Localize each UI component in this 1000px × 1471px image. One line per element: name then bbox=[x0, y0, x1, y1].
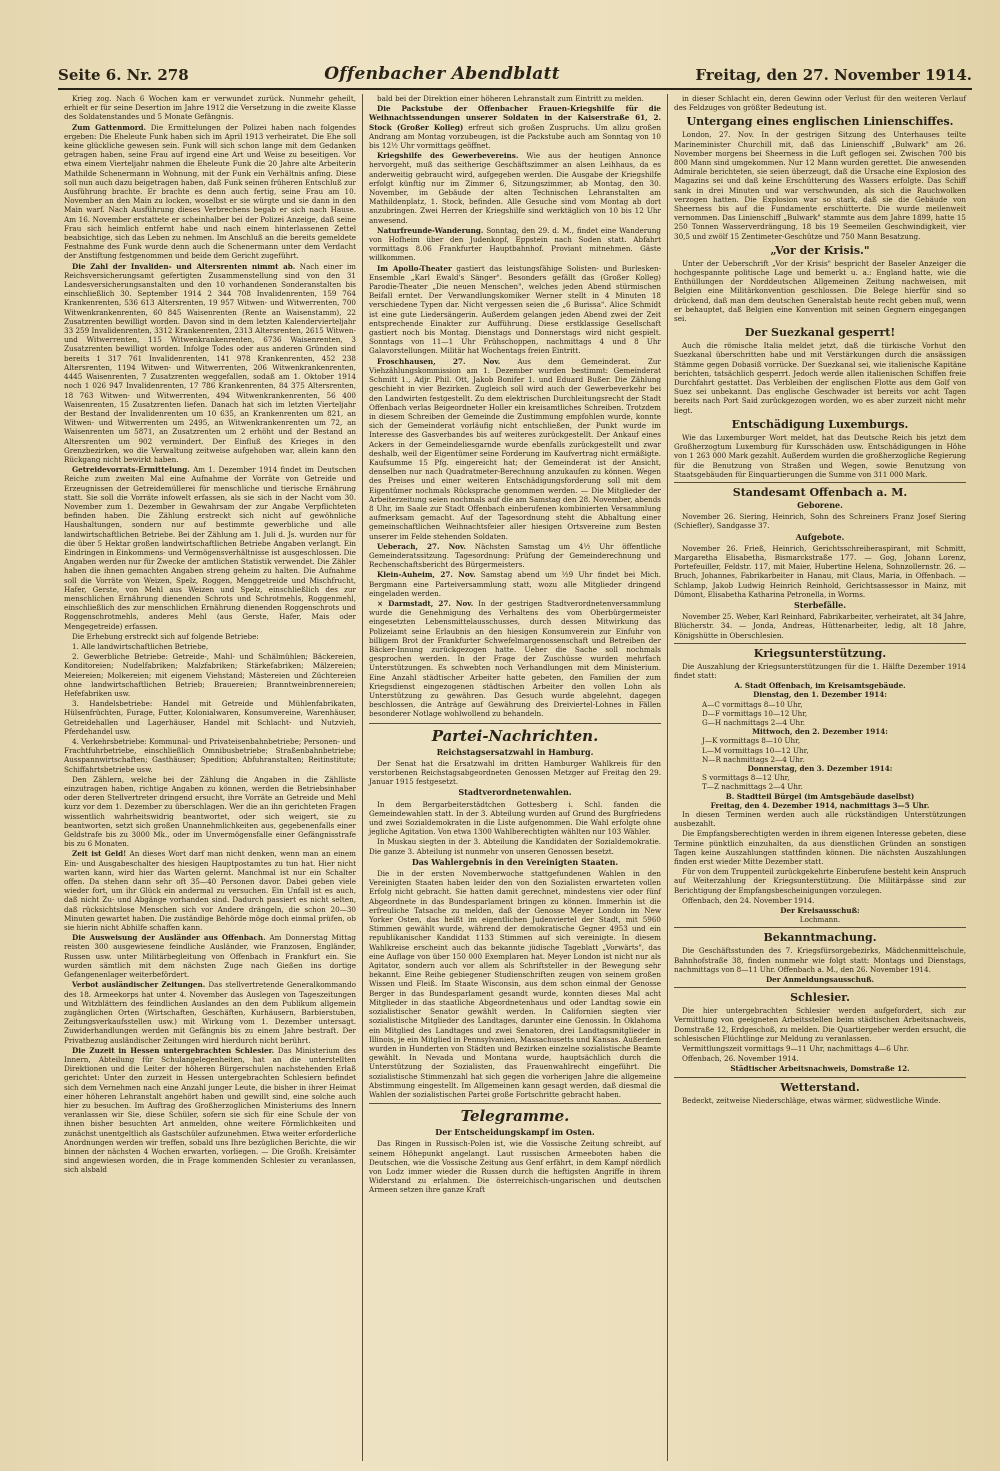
article-heading: Ueberach, 27. Nov. bbox=[377, 541, 466, 551]
section-heading-party-news: Partei-Nachrichten. bbox=[369, 723, 661, 745]
column-2 bbox=[362, 94, 667, 1461]
article-text: Aus dem Gemeinderat. Zur Viehzählungskommission am 1. Dezember wurden bestimmt: Gemeinderat Schmitt 1., Adjr. Phil. Ott, Jakob Bonifer 1. und Eduard Bußer. Die Zählung geschieht in vier Bezirken. Zugleich soll wird auch der Gewerbeverkehr bei den Landwirten festgestellt. Zu dem elektrischen Durchleitungsrecht der Stadt Offenbach verlas Beigeordneter Holler ein kreisamtliches Schreiben. Trotzdem in diesem Schreiben der Gemeinde die Zustimmung empfohlen wurde, konnte sich der Gemeinderat vorläufig nicht entschließen, der Punkt wurde im Interesse des Gasverbandes bis auf weiteres zurückgestellt. Der Ankauf eines Ackers in der Gemeindeliesgarnde wurde ebenfalls zurückgestellt und zwar deshalb, weil der Eigentümer seine Forderung im Kaufvertrag nicht ermäßigte. Kaufsumme 15 Pfg. eingereicht hat; der Gemeinderat ist der Ansicht, denselben nur nach Quadratmeter-Berechnung anzukaufen zu können. Wegen des Preises und einer weiteren Entschädigungsforderung soll mit dem Eigentümer nochmals Rücksprache genommen werden. — Die Mitglieder der Arbeiterzeitung seien nochmals auf die am Samstag den 28. November, abends 8 Uhr, im Saale zur Stadt Offenbach einberufenen kombinierten Versammlung aufmerksam gemacht. Auf der Tagesordnung steht die Abhaltung einer gemeinschaftlichen Weihnachtsfeier aller hiesigen Ortsvereine zum Besten unserer im Felde stehenden Soldaten. bbox=[369, 356, 661, 541]
notice-text: November 26. Frieß, Heinrich, Gerichtsschreiberaspirant, mit Schmitt, Margaretha Elisabetha, Bismarckstraße 177. — Gog, Johann Lorenz, Portefeuiller, Feldstr. 117, mit Maier, Hubertine Helena, Sohnzollernstr. 26. — Bruch, Johannes, Fabrikarbeiter in Hanau, mit Claus, Maria, in Offenbach. — Schlamp, Jakob Ludwig Heinrich Reinhold, Gerichtsassessor in Mainz, mit Dümont, Elisabetha Katharina Petronella, in Worms. bbox=[674, 543, 966, 599]
article-text: Samstag abend um ½9 Uhr findet bei Mich. Bergmann eine Parteiversammlung statt, wozu alle Mitglieder dringend eingeladen werden. bbox=[369, 570, 661, 598]
article-text: Auch die römische Italia meldet jetzt, daß die türkische Vorhut den Suezkanal überschritten habe und mit Verstärkungen durch die ansässigen Stämme gegen Dobasiß vorrücke. Der Suezkanal sei, wie italienische Kapitäne berichten, tatsächlich gesperrt. Jedoch werde allen italienischen Schiffen freie Durchfahrt gestattet. Das Verbleiben der englischen Flotte aus dem Golf von Suez sei unbekannt. Das englische Geschwader ist bereits vor acht Tagen bereits nach Port Said zurückgezogen worden, wo es aber zurzeit nicht mehr liegt. bbox=[674, 341, 966, 415]
article-text: Sonntag, den 29. d. M., findet eine Wanderung von Hofheim über den Judenkopf, Eppstein nach Soden statt. Abfahrt vormittags 8.06 Frankfurter Hauptbahnhof. Proviant mitnehmen. Gäste willkommen. bbox=[369, 225, 661, 263]
masthead bbox=[58, 52, 972, 90]
notice-text: Bedeckt, zeitweise Niederschläge, etwas wärmer, südwestliche Winde. bbox=[682, 1095, 941, 1105]
schedule-day: Donnerstag, den 3. Dezember 1914: bbox=[747, 763, 893, 773]
article-heading: Die Ausweisung der Ausländer aus Offenbach. bbox=[72, 933, 266, 943]
article-text: Krieg zog. Nach 6 Wochen kam er verwundet zurück. Nunmehr geheilt, erhielt er für seine Desertion im Jahre 1912 die Versetzung in die zweite Klasse des Soldatenstandes und 5 Monate Gefängnis. bbox=[64, 94, 356, 122]
article-text: gastiert das leistungsfähige Solisten- und Burlesken-Ensemble „Karl Ewald's Sänger". Besonders gefällt das (Großer Kolleg) Parodie-Theater „Die neuen Menschen", welches jeden Abend stürmischen Beifall erntet. Der Verwandlungskomiker Werner stellt in 4 Minuten 18 verschiedene Typen dar. Nicht vergessen seien die „6 Burissa". Alice Schmidt ist eine gute Liedersängerin. Außerdem gelangen jeden Abend zwei der Zeit entsprechende Einakter zur Aufführung. Diese erstklassige Gesellschaft gastiert noch bis Montag. Dienstags und Donnerstags wird nicht gespielt. Sonntags von 11—1 Uhr Frühschoppen, nachmittags 4 und 8 Uhr Galavorstellungen. Militär hat Wochentags freien Eintritt. bbox=[369, 263, 661, 356]
list-item: 2. Gewerbliche Betriebe: Getreide-, Mahl- und Schälmühlen; Bäckereien, Konditoreien; Nudelfabriken; Malzfabriken; Stärkefabriken; Mälzereien; Meiereien; Molkereien; mit eigenem Viehstand; Mästereien und Züchtereien ohne landwirtschaftlichen Betrieb; Brauereien; Branntweinbrennereien; Hefefabriken usw. bbox=[64, 652, 356, 698]
article-text: Das Ringen in Russisch-Polen ist, wie die Vossische Zeitung schreibt, auf seinem Höhepunkt angelangt. Laut russischen Armeeboten haben die Deutschen, wie die Vossische Zeitung aus Genf erfährt, in dem Kampf nördlich von Lodz immer wieder die Russen durch die heftigsten Angriffe in ihrem Widerstand zu erlahmen. Die österreichisch-ungarischen und deutschen Armeen setzen ihre ganze Kraft bbox=[369, 1139, 661, 1195]
article-heading: Klein-Auheim, 27. Nov. bbox=[377, 570, 476, 580]
article bbox=[64, 933, 356, 979]
newspaper-title: Offenbacher Abendblatt bbox=[324, 64, 560, 84]
schedule-day: Mittwoch, den 2. Dezember 1914: bbox=[752, 727, 888, 737]
article-text: In Muskau siegten in der 3. Abteilung die Kandidaten der Sozialdemokratie. Die ganze 3. Abteilung ist nunmehr von unseren Genossen besetzt. bbox=[369, 837, 661, 856]
article bbox=[64, 465, 356, 631]
article-text: Am 1. Dezember 1914 findet im Deutschen Reiche zum zweiten Mal eine Aufnahme der Vorräte von Getreide und Erzeugnissen der Getreidemüllerei für menschliche und tierische Ernährung statt. Sie soll die Vorräte infowelt erfassen, als sie sich in der Nacht vom 30. November zum 1. Dezember in Gewahrsam der zur Angabe Verpflichteten befinden haben. Die Zählung erstreckt sich nicht auf gewöhnliche Haushaltungen, sondern nur auf bestimmte gewerbliche und alle landwirtschaftlichen Betriebe. Bei der Zählung am 1. Juli d. Js. wurden nur für die über 5 Hektar großen landwirtschaftlichen Betriebe Angaben verlangt. Ein Eindringen in Einkommens- und Vermögensverhältnisse ist ausgeschlossen. Die Angaben werden nur für Zwecke der amtlichen Statistik verwendet. Die Zähler haben die ihnen gemachten Angaben streng geheim zu halten. Die Aufnahme soll die Vorräte von Weizen, Spelz, Roggen, Menggetreide und Mischfrucht, Hafer, Gerste, von Mehl aus Weizen und Spelz, einschließlich des zur menschlichen Ernährung dienenden Schrots und Schrotmehls, Roggenmehl, einschließlich des zur menschlichen Ernährung dienenden Roggenschrots und Roggenschrotmehls, anderes Mehl (aus Gerste, Hafer, Mais oder Mengegetreide) erfassen. bbox=[64, 465, 356, 631]
article-text: Den Zählern, welche bei der Zählung die Angaben in die Zählliste einzutragen haben, richtige Angaben zu können, werden die Betriebsinhaber oder deren Stellvertreter dringend ersucht, ihre Vorräte an Getreide und Mehl kurz vor dem 1. Dezember zu überschlagen. Wer die an ihn gerichteten Fragen wissentlich wahrheitswidrig beantwortet, oder sich weigert, sie zu beantworten, setzt sich großen Unannehmlichkeiten aus, gegebenenfalls einer Geldstrafe bis zu 3000 Mk., oder im Unvermögensfalle einer Gefängnisstrafe bis zu 6 Monaten. bbox=[64, 774, 356, 849]
schedule-slot: J—K vormittags 8—10 Uhr, bbox=[702, 736, 801, 746]
article-text: in dieser Schlacht ein, deren Gewinn oder Verlust für den weiteren Verlauf des Feldzuges von größter Bedeutung ist. bbox=[674, 94, 966, 113]
article-heading: Zeit ist Geld! bbox=[72, 849, 127, 859]
section-heading-telegrams: Telegramme. bbox=[369, 1103, 661, 1125]
schedule-slot: G—H nachmittags 2—4 Uhr. bbox=[702, 717, 806, 727]
divider bbox=[674, 927, 966, 928]
headline: Schlesier. bbox=[790, 991, 850, 1005]
headline: Wetterstand. bbox=[780, 1080, 860, 1094]
article bbox=[369, 570, 661, 598]
article-heading: Naturfreunde-Wanderung. bbox=[377, 225, 484, 235]
article bbox=[369, 151, 661, 225]
article-text: Das stellvertretende Generalkommando des 18. Armeekorps hat unter 4. November das Auslegen von Tageszeitungen und Witzblättern des feindlichen Auslandes an den dem Publikum allgemein zugänglichen Orten (Wirtschaften, Geschäften, Kurhäusern, Barbierstuben, Zeitungsverkaufsstellen usw.) mit Wirkung vom 1. Dezember untersagt. Zuwiderhandlungen werden mit Gefängnis bis zu einem Jahre bestraft. Der Privatbezug ausländischer Zeitungen wird hierdurch nicht berührt. bbox=[64, 980, 356, 1045]
article bbox=[64, 849, 356, 932]
article-heading: Die Zuzeit in Hessen untergebrachten Schlesier. bbox=[72, 1045, 275, 1055]
column-3 bbox=[667, 94, 972, 1461]
issue-date: Freitag, den 27. November 1914. bbox=[695, 66, 972, 84]
list-item: 3. Handelsbetriebe: Handel mit Getreide und Mühlenfabrikaten, Hülsenfrüchten, Furage, Futter, Kolonialwaren, Konsumvereine, Warenhäuser, Getreidehallen und Lagerhäuser, Handel mit Schlacht- und Nutzvieh, Pferdehandel usw. bbox=[64, 699, 356, 736]
subheading: Stadtverordnetenwahlen. bbox=[458, 787, 572, 798]
schedule-slot: T—Z nachmittags 2—4 Uhr. bbox=[702, 782, 803, 792]
signatory: Städtischer Arbeitsnachweis, Domstraße 12. bbox=[730, 1064, 910, 1074]
headline: Untergang eines englischen Linienschiffes. bbox=[686, 115, 954, 129]
article-text: Wie das Luxemburger Wort meldet, hat das Deutsche Reich bis jetzt dem Großherzogtum Luxemburg für Kursschäden usw. Entschädigungen in Höhe von 1 263 000 Mark gezahlt. Außerdem wurden die großherzogliche Regierung für die Benutzung von Straßen und Wegen, sowie Benutzung von Staatsgebäuden für Einquartierungen die Summe von 311 000 Mark. bbox=[674, 432, 966, 479]
article bbox=[369, 542, 661, 570]
article-text: In dem Bergarbeiterstädtchen Gottesberg i. Schl. fanden die Gemeindewahlen statt. In der 3. Abteilung wurden auf Grund des Burgfriedens und zwei Sozialdemokraten in die Liste aufgenommen. Die Wahl erfolgte ohne jegliche Agitation. Von etwa 1300 Wahlberechtigten wählten nur 103 Wähler. bbox=[369, 799, 661, 837]
subheading: Sterbefälle. bbox=[793, 599, 847, 610]
headline: Bekanntmachung. bbox=[763, 931, 877, 945]
notice-text: Die Geschäftsstunden des 7. Kriegsfürsorgebezirks, Mädchenmittelschule, Bahnhofstraße 38, finden nunmehr wie folgt statt: Montags und Dienstags, nachmittags von 8—11 Uhr. Offenbach a. M., den 26. November 1914. bbox=[674, 946, 966, 974]
headline: Standesamt Offenbach a. M. bbox=[732, 485, 908, 499]
notice-text: Für von dem Truppenteil zurückgekehrte Einberufene besteht kein Anspruch auf Weiterzahlung der Kriegsunterstützung. Die Militärpässe sind zur Berichtigung der Empfangsbescheinigungen vorzulegen. bbox=[674, 867, 966, 895]
headline: Der Suezkanal gesperrt! bbox=[744, 326, 896, 340]
column-1 bbox=[58, 94, 362, 1461]
article bbox=[369, 599, 661, 719]
article-heading: Im Apollo-Theater bbox=[377, 263, 452, 273]
article-text: Die Erhebung erstreckt sich auf folgende Betriebe: bbox=[72, 631, 259, 641]
subheading: Geborene. bbox=[797, 499, 843, 510]
notice-text: Offenbach, 26. November 1914. bbox=[682, 1054, 799, 1064]
schedule-slot: S vormittags 8—12 Uhr, bbox=[702, 773, 790, 783]
subheading: Der Entscheidungskampf im Osten. bbox=[435, 1127, 595, 1138]
article bbox=[369, 104, 661, 150]
article-text: Wie aus der heutigen Annonce hervorgeht, muß das seitherige Geschäftszimmer an alsen Leihhaus, da es anderweitig gebraucht wird, aufgegeben werden. Die Ausgabe der Kriegshilfe erfolgt künftig nur im Zimmer 6, Sitzungszimmer, ab Montag, den 30. November, im Gebäude der alten Technischen Lehranstalten am Mathildenplatz, 1. Stock, befinden. Alle Gesuche sind vom Montag ab dort anzubringen. Zwei Herren der Kriegshilfe sind werktäglich von 10 bis 12 Uhr anwesend. bbox=[369, 151, 661, 225]
schedule-slot: A—C vormittags 8—10 Uhr, bbox=[702, 699, 803, 709]
article-heading: Froschhausen, 27. Nov. bbox=[377, 356, 501, 366]
article-text: bald bei der Direktion einer höheren Lehranstalt zum Eintritt zu melden. bbox=[377, 94, 644, 103]
payout-schedule bbox=[674, 681, 966, 810]
schedule-slot: D—F vormittags 10—12 Uhr, bbox=[702, 708, 808, 718]
divider bbox=[674, 1077, 966, 1078]
list-item: 1. Alle landwirtschaftlichen Betriebe, bbox=[72, 641, 209, 651]
article-text: erfreut sich großen Zuspruchs. Um allzu großen Andrang am Montag vorzubeugen, ist die Packstube auch am Sonntag von 10 bis 12½ Uhr vormittags geöffnet. bbox=[369, 122, 661, 151]
headline: Kriegsunterstützung. bbox=[753, 646, 887, 660]
article-text: Die in der ersten Novemberwoche stattgefundenen Wahlen in den Vereinigten Staaten haben leider den von den Sozialisten erwarteten vollen Erfolg nicht gebracht. Sie hatten damit gerechnet, mindestens vier oder fünf Abgeordnete in das Bundesparlament bringen zu können. Immerhin ist die erfreuliche Tatsache zu melden, daß der Genosse Meyer London im New Yorker Osten, das heißt im eigentlichen Judenviertel der Stadt, mit 5960 Stimmen gewählt wurde, während der demokratische Gegner 4953 und ein republikanischer Kandidat 1133 Stimmen auf sich vereinigte. In diesem Wahlkreise erscheint auch das bekannte jüdische Tageblatt „Vorwärts", das eine Auflage von über 150 000 Exemplaren hat. Meyer London ist nicht nur als Agitator, sondern auch vor allem als Schriftsteller in der Bewegung sehr bekannt. Eine Reihe gebiegener Studienschriften zeugen von seinem großen Wissen und Fleiß. Im Staate Wisconsin, aus dem schon einmal der Genosse Berger in das Bundesparlament gesandt wurde, konnten dieses Mal acht Mitglieder in das staatliche Abgeordnetenhaus und oder Landtag sowie ein sozialistischer Senator gewählt werden. In Californien siegten vier sozialistische Mitglieder des Landtages, darunter eine Genossin. In Oklahoma ein Mitglied des Landtages und zwei Senatoren, drei Landtagsmitglieder in Illinois, je ein Mitglied in Pennsylvanien, Massachusetts und Kansas. Außerdem wurden in Hunderten von Städten und Bezirken einzelne sozialistische Beamte gewählt. In Nevada und Montana wurde, hauptsächlich durch die Unterstützung der Sozialisten, das Frauenwahlrecht eingeführt. Die sozialistische Stimmenzahl hat sich gegen die vorherigen Jahre die allgemeine Abstimmung eingestellt. Im Allgemeinen kann gesagt werden, daß diesmal die Wahlen der sozialistischen Partei große Fortschritte gebracht haben. bbox=[369, 869, 661, 1099]
subheading: Reichstagsersatzwahl in Hamburg. bbox=[436, 746, 594, 757]
schedule-day: Dienstag, den 1. Dezember 1914: bbox=[753, 690, 887, 700]
article-heading: Getreidevorrats-Ermittelung. bbox=[72, 465, 190, 475]
article-heading: Zum Gattenmord. bbox=[72, 122, 147, 132]
article bbox=[64, 123, 356, 261]
article-text: Unter der Ueberschrift „Vor der Krisis" bespricht der Baseler Anzeiger die hochgespannte politische Lage und bemerkt u. a.: England hatte, wie die Enthüllungen der Norddeutschen Allgemeinen Zeitung nachweisen, mit Belgien eine Militärkonvention geschlossen. Die Belege hierfür sind so drückend, daß man dem deutschen Generalstab heute recht geben muß, wenn er behauptet, daß Belgien eine Konvention mit seinen Gegnern eingegangen sei. bbox=[674, 258, 966, 324]
article-heading: Die Packstube der Offenbacher Frauen-Kriegshilfe für die Weihnachtssendungen unserer Soldaten in der Kaiserstraße 61, 2. Stock (Großer Kolleg) bbox=[369, 104, 661, 132]
article bbox=[369, 357, 661, 541]
article-text: An dieses Wort darf man nicht denken, wenn man an einem Ein- und Ausgabeschalter des hiesigen Hauptpostamtes zu tun hat. Hier nicht warten kann, wird hier das Warten gelernt. Manchmal ist nur ein Schalter offen. Da stehen dann sehr oft 35—40 Personen davor. Dabei geben viele wieder fort, um ihr Glück ein andermal zu versuchen. Ein Unfall ist es auch, daß nicht Zu- und Abgänge vorhanden sind. Dadurch passiert es nicht selten, daß rücksichtslose Menschen sich vor Andere drängeln, die schon 20—30 Minuten gewartet haben. Die zuständige Behörde möge doch einmal prüfen, ob sie hierin nicht Abhilfe schaffen kann. bbox=[64, 849, 357, 933]
notice-text: In diesen Terminen werden auch alle rückständigen Unterstützungen ausbezahlt. bbox=[674, 810, 966, 829]
notice-text: November 25. Weber, Karl Reinhard, Fabrikarbeiter, verheiratet, alt 34 Jahre, Blücherstr. 34. — Jonda, Andreas, Hüttenarbeiter, ledig, alt 18 Jahre, Königshütte in Oberschlesien. bbox=[674, 612, 966, 640]
article-text: Die Ermittelungen der Polizei haben nach folgendes ergeben: Die Eheleute Funk haben sich im April 1913 verheiratet. Die Ehe soll keine glückliche gewesen sein. Funk will sich schon lange mit dem Gedanken getragen haben, seine Frau auf irgend eine Art und Weise zu beseitigen. Vor etwa einem Vierteljahr nahmen die Eheleute Funk die 20 Jahre alte Arbeiterin Mathilde Schenermann in Wohnung, mit der Funk ein Verhältnis anfing. Diese soll nun auch dazu beigetragen haben, daß Funk seinen früheren Entschluß zur Ausführung brachte. Er brachte es denn auch fertig, seine Frau am 10. November an den Main zu locken, woselbst er sie würgte und sie dann in den Main warf. Nach Ausführung dieses Verbrechens begab er sich nach Hause. Am 16. November erstattete er scheinhalber bei der Polizei Anzeige, daß seine Frau sich heimlich entfernt habe und nach einem hinterlassenen Zettel beabsichtige, sich das Leben zu nehmen. Im Anschluß an die bereits gemeldete Festnahme des Funk wurde denn auch die Schenermann unter dem Verdacht der Anstiftung festgenommen und beide dem Gericht zugeführt. bbox=[64, 122, 356, 261]
article-text: In der gestrigen Stadtverordnetenversammlung wurde die Genehmigung des Verhaltens des vom Oberbürgermeister eingesetzten Lebensmittelausschusses, durch dessen Mitwirkung das Polizeiamt seine Erlaubnis an den hiesigen Konsumverein zur Einfuhr von billigem Brot der Frankfurter Schwefelmargenossenschaft und Betreiben der Bäcker-Innung zurückgezogen hatte. Ueber die Sache soll nochmals gesprochen werden. In der Frage der Zuschüsse wurden mehrfach Unterstützungen. Es schwebten noch Verhandlungen mit dem Ministerium. Eine Anzahl städtischer Arbeiter hatte gebeten, den Familien der zum Kriegsdienst eingezogenen städtischen Arbeiter den vollen Lohn als Unterstützung zu gewähren. Das Gesuch wurde abgelehnt, dagegen beschlossen, die Anträge auf Gewährung des Dreiviertel-Lohnes in Fällen besonderer Notlage wohlwollend zu behandeln. bbox=[369, 598, 661, 719]
page-number: Seite 6. Nr. 278 bbox=[58, 66, 189, 84]
subheading: Aufgebote. bbox=[795, 531, 845, 542]
notice-text: Offenbach, den 24. November 1914. bbox=[682, 895, 815, 905]
article-text: Am Donnerstag Mittag reisten 300 ausgewiesene feindliche Ausländer, wie Franzosen, Engländer, Russen usw. unter Militärbegleitung von Offenbach in Frankfurt ein. Sie wurden sämtlich mit dem nächsten Zuge nach Gießen ins dortige Gefangenenlager weiterbefördert. bbox=[64, 933, 356, 980]
article-text: Der Senat hat die Ersatzwahl im dritten Hamburger Wahlkreis für den verstorbenen Reichstagsabgeordneten Genossen Metzger auf Freitag den 29. Januar 1915 festgesetzt. bbox=[369, 758, 661, 787]
signatory-name: Lochmann. bbox=[799, 915, 841, 925]
article bbox=[369, 226, 661, 263]
schedule-slot: N—R nachmittags 2—4 Uhr. bbox=[702, 754, 805, 764]
article-heading: Kriegshilfe des Gewerbevereins. bbox=[377, 151, 519, 161]
columns bbox=[58, 94, 972, 1461]
notice-text: Die hier untergebrachten Schlesier werden aufgefordert, sich zur Vermittlung von geeigneten Arbeitsstellen beim städtischen Arbeitsnachweis, Domstraße 12, Erdgeschoß, zu melden. Die Quartiergeber werden ersucht, die schlesischen Flüchtlinge zur Meldung zu veranlassen. bbox=[674, 1006, 966, 1043]
article bbox=[64, 1046, 356, 1175]
subheading: Das Wahlergebnis in den Vereinigten Staaten. bbox=[411, 856, 619, 867]
article-text: Das Ministerium des Innern, Abteilung für Schulangelegenheiten, hat an die unterstellten Direktionen und die Leiter der höheren Bürgerschulen nachstehenden Erlaß gerichtet: Unter den zurzeit in Hessen untergebrachten Schlesiern befindet sich dem Vernehmen nach eine Anzahl junger Leute, die bisher in ihrer Heimat einer höheren Lehranstalt angehört haben und gewillt sind, eine solche auch hier zu besuchen. Im Auftrag des Großherzoglichen Ministeriums des Innern veranlassen wir Sie, diese Schüler, sofern sie sich für eine Schule der von ihnen bisher besuchten Art anmelden, ohne weitere Förmlichkeiten und zunächst unentgeltlich als Gastschüler aufzunehmen. Etwa weiter erforderliche Anordnungen werden wir treffen, sobald uns Ihre bezüglichen Berichte, die wir binnen der nächsten 4 Wochen erwarten, vorliegen. — Die Großh. Kreisämter sind angewiesen worden, die in Frage kommenden Schlesier zu veranlassen, sich alsbald bbox=[64, 1045, 356, 1175]
schedule-location: B. Stadtteil Bürgel (im Amtsgebäude daselbst) bbox=[725, 791, 915, 801]
notice-text: November 26. Siering, Heinrich, Sohn des Schreiners Franz Josef Siering (Schiefler), Sandgasse 37. bbox=[674, 512, 966, 531]
signatory: Der Kreisausschuß: bbox=[780, 906, 860, 916]
divider bbox=[674, 482, 966, 483]
signatory: Der Anmeldungsausschuß. bbox=[765, 975, 875, 985]
article-text: Nach einer im Reichsversicherungsamt gefertigten Zusammenstellung sind von den 31 Landesversicherungsanstalten und den 10 vorhandenen Sonderanstalten bis einschließlich 30. September 1914 2 344 708 Invalidenrenten, 159 764 Krankenrenten, 536 613 Altersrenten, 19 957 Witwen- und Witwerrenten, 700 Witwenkrankenrenten, 60 845 Waisenrenten (Rente an Waisenstamm), 22 Zusatzrenten bewilligt worden. Davon sind in dem letzten Kalendervierteljahr 33 259 Invalidenrenten, 3312 Krankenrenten, 2313 Altersrenten, 2615 Witwen- und Witwerrenten, 115 Witwenkrankenrenten, 6736 Waisenrenten, 3 Zusatzrenten bewilligt worden. Infolge Todes oder aus anderen Gründen sind bereits 1 317 761 Invalidenrenten, 141 978 Krankenrenten, 452 238 Altersrenten, 1194 Witwen- und Witwerrenten, 206 Witwenkrankenrenten, 4445 Waisenrenten, 7 Zusatzrenten weggefallen, sodaß am 1. Oktober 1914 noch 1 026 947 Invalidenrenten, 17 786 Krankenrenten, 84 375 Altersrenten, 18 763 Witwen- und Witwerrenten, 494 Witwenkrankenrenten, 56 400 Waisenrenten, 15 Zusatzrenten liefen. Danach hat sich im letzten Vierteljahr der Bestand der Invalidenrenten um 10 635, an Krankenrenten um 821, an Witwen- und Witwerrenten um 2495, an Witwenkrankenrenten um 72, an Waisenrenten um 5871, an Zusatzrenten um 2 erhöht und der Bestand an Altersrenten um 902 vermindert. Der Einfluß des Krieges in den Grenzbezirken, wo die Verwaltung zeitweise aufgehoben war, allein kann den Rückgang nicht bewirkt haben. bbox=[64, 261, 356, 464]
article-heading: × Darmstadt, 27. Nov. bbox=[377, 598, 474, 608]
article bbox=[369, 264, 661, 356]
list-item: 4. Verkehrsbetriebe: Kommunal- und Privateisenbahnbetriebe; Personen- und Frachtfuhrbetriebe, einschließlich Omnibusbetriebe; Straßenbahnbetriebe; Ausspannwirtschaften; Gasthäuser; Spedition; Abfuhranstalten; Reitinstitute; Schiffahrtsbetriebe usw. bbox=[64, 737, 356, 774]
article-heading: Verbot ausländischer Zeitungen. bbox=[72, 980, 206, 990]
article-text: Nächsten Samstag um 4½ Uhr öffentliche Gemeinderatssitzung. Tagesordnung: Prüfung der Gemeinderechnung und Rechenschaftsbericht des Bürgermeisters. bbox=[369, 541, 661, 570]
article-text: London, 27. Nov. In der gestrigen Sitzung des Unterhauses teilte Marineminister Churchill mit, daß das Linienschiff „Bulwark" am 26. November morgens bei Sheerness in die Luft geflogen sei. Zwischen 700 bis 800 Mann sind umgekommen. Nur 12 Mann wurden gerettet. Die anwesenden Admirale berichteten, sie seien überzeugt, daß die Ursache eine Explosion des Magazins sei und daß keine Erschütterung des Wassers erfolgte. Das Schiff sank in drei Minuten und war verschwunden, als sich die Rauchwolken verzogen hatten. Die Explosion war so stark, daß sie die Gebäude von Sheerness bis auf die Fundamente erschütterte. Die wurde meilenweit vernommen. Das Linienschiff „Bulwark" stammte aus dem Jahre 1899, hatte 15 250 Tonnen Wasserverdrängung, 18 bis 19 Seemeilen Geschwindigkeit, vier 30,5 und zwölf 15 Zentimeter-Geschütze und 750 Mann Besatzung. bbox=[674, 130, 966, 241]
divider bbox=[674, 987, 966, 988]
schedule-slot: L—M vormittags 10—12 Uhr, bbox=[702, 745, 809, 755]
article bbox=[64, 262, 356, 464]
schedule-day: Freitag, den 4. Dezember 1914, nachmittags 3—5 Uhr. bbox=[710, 800, 930, 810]
divider bbox=[674, 643, 966, 644]
schedule-location: A. Stadt Offenbach, im Kreisamtsgebäude. bbox=[734, 681, 906, 691]
headline: „Vor der Krisis." bbox=[770, 243, 870, 257]
headline: Entschädigung Luxemburgs. bbox=[731, 417, 909, 431]
notice-text: Die Empfangsberechtigten werden in ihrem eigenen Interesse gebeten, diese Termine pünktlich einzuhalten, da aus dienstlichen Gründen an sonstigen Tagen keine Auszahlungen stattfinden können. Die nächsten Auszahlungen finden erst wieder Mitte Dezember statt. bbox=[674, 829, 966, 867]
notice-text: Vermittlungszeit vormittags 9—11 Uhr, nachmittags 4—6 Uhr. bbox=[682, 1044, 909, 1054]
article bbox=[64, 980, 356, 1044]
article-heading: Die Zahl der Invaliden- und Altersrenten nimmt ab. bbox=[72, 261, 296, 271]
notice-text: Die Auszahlung der Kriegsunterstützungen für die 1. Hälfte Dezember 1914 findet statt: bbox=[674, 661, 966, 680]
